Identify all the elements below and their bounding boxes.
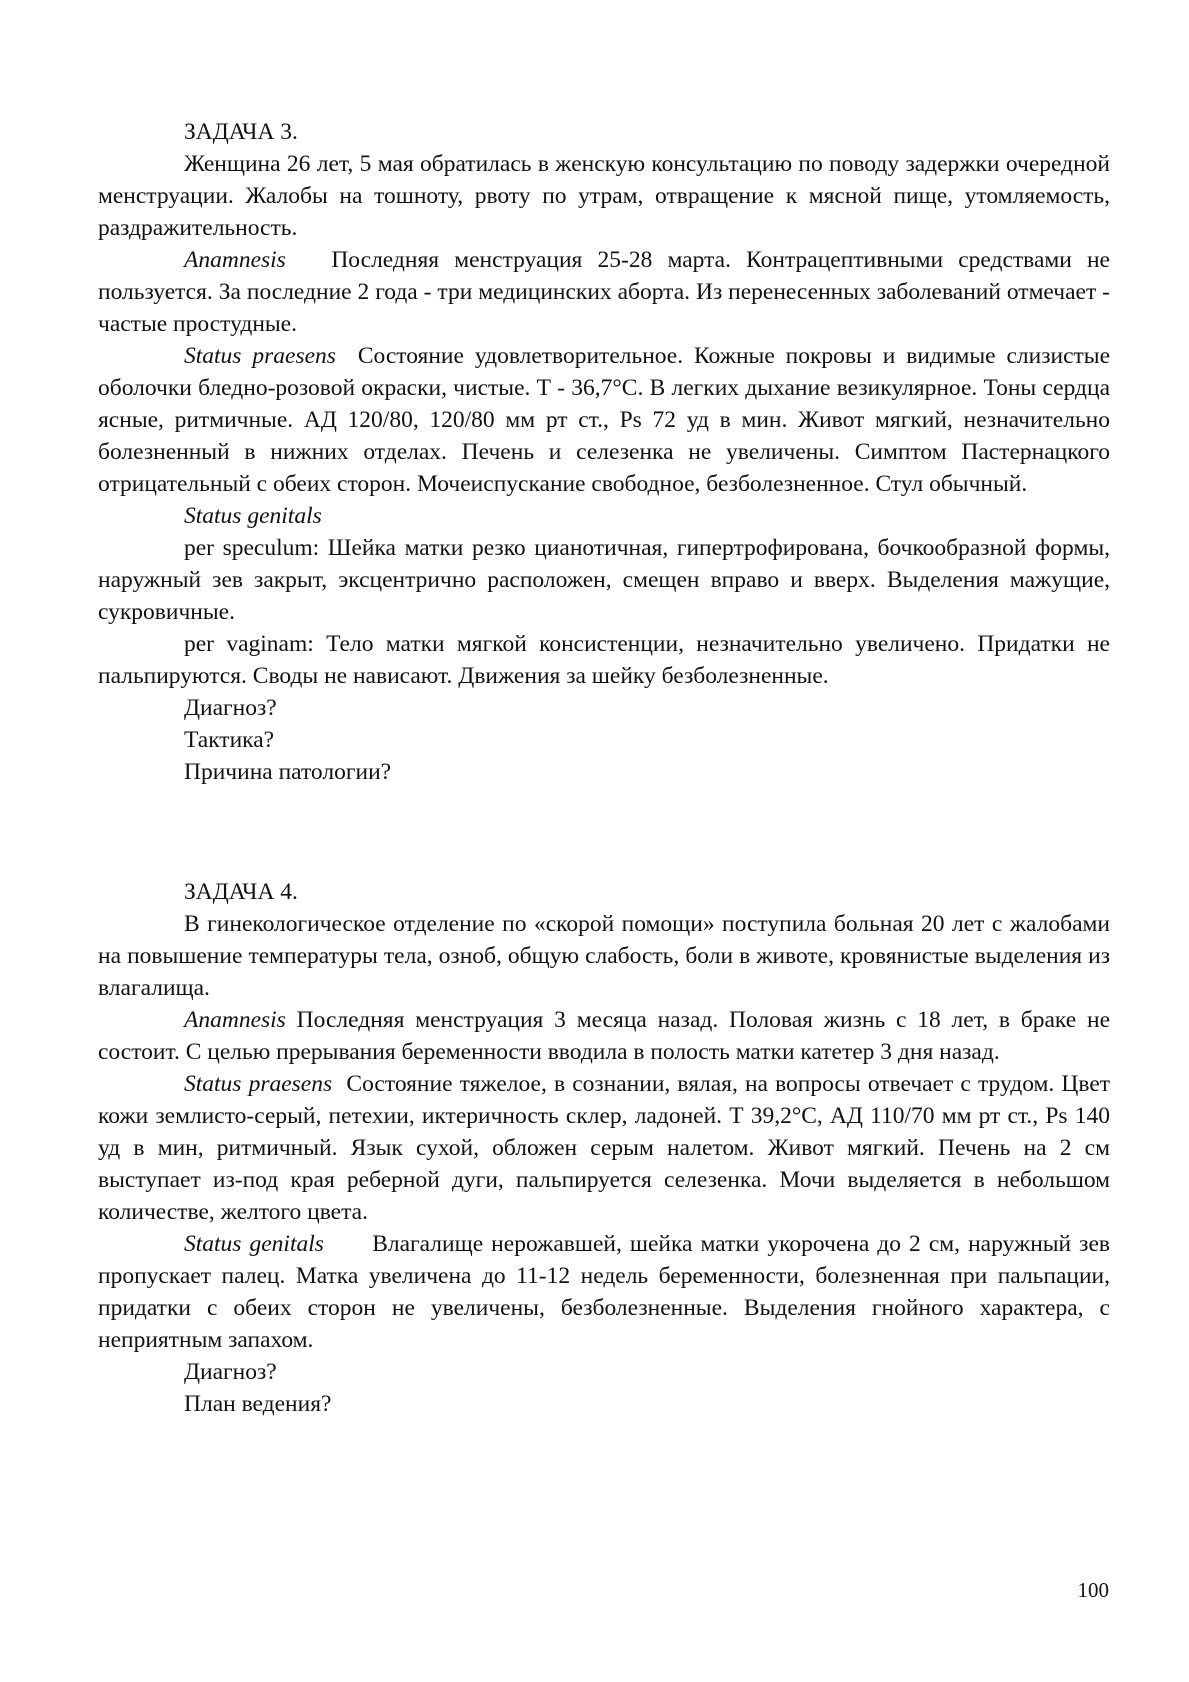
- task-4-status-genitals: [98, 1228, 1110, 1356]
- task-3-status-genitals-heading: [98, 500, 1110, 532]
- question-management-plan: План ведения?: [184, 1391, 332, 1417]
- status-genitals-label: Status genitals: [184, 1231, 324, 1257]
- task-4-title: ЗАДАЧА 4.: [184, 879, 298, 905]
- task-3-per-vaginam: per vaginam: Тело матки мягкой консистенции, незначительно увеличено. Придатки не пальпируются. Своды не нависают. Движения за шейку безболезненные.: [98, 631, 1110, 689]
- status-genitals-text: Влагалище нерожавшей, шейка матки укорочена до 2 см, наружный зев пропускает палец. Матка увеличена до 11-12 недель беременности, болезненная при пальпации, придатки с обеих сторон не увеличены, безболезненные. Выделения гнойного характера, с неприятным запахом.: [98, 1231, 1110, 1353]
- question-tactics: Тактика?: [184, 727, 275, 753]
- task-3-title: ЗАДАЧА 3.: [184, 119, 298, 145]
- status-praesens-text: Состояние тяжелое, в сознании, вялая, на вопросы отвечает с трудом. Цвет кожи землисто-серый, петехии, иктеричность склер, ладоней. Т 39,2°С, АД 110/70 мм рт ст., Ps 140 уд в мин, ритмичный. Язык сухой, обложен серым налетом. Живот мягкий. Печень на 2 см выступает из-под края реберной дуги, пальпируется селезенка. Мочи выделяется в небольшом количестве, желтого цвета.: [98, 1071, 1111, 1225]
- question-diagnosis: Диагноз?: [184, 1359, 277, 1385]
- anamnesis-label: Anamnesis: [184, 1007, 286, 1033]
- anamnesis-text: Последняя менструация 25-28 марта. Контрацептивными средствами не пользуется. За последние 2 года - три медицинских аборта. Из перенесенных заболеваний отмечает - частые простудные.: [98, 247, 1110, 337]
- anamnesis-label: Anamnesis: [184, 247, 286, 273]
- status-praesens-text: Состояние удовлетворительное. Кожные покровы и видимые слизистые оболочки бледно-розовой окраски, чистые. Т - 36,7°С. В легких дыхание везикулярное. Тоны сердца ясные, ритмичные. АД 120/80, 120/80 мм рт ст., Ps 72 уд в мин. Живот мягкий, незначительно болезненный в нижних отделах. Печень и селезенка не увеличены. Симптом Пастернацкого отрицательный с обеих сторон. Мочеиспускание свободное, безболезненное. Стул обычный.: [98, 343, 1110, 497]
- status-praesens-label: Status praesens: [184, 343, 336, 369]
- task-4-anamnesis: [98, 1004, 1110, 1068]
- task-3: [98, 116, 1110, 788]
- task-3-per-speculum: per speculum: Шейка матки резко цианотичная, гипертрофирована, бочкообразной формы, наружный зев закрыт, эксцентрично расположен, смещен вправо и вверх. Выделения мажущие, сукровичные.: [98, 535, 1110, 625]
- section-spacer: [98, 788, 1110, 876]
- task-4-status-praesens: [98, 1068, 1110, 1228]
- question-diagnosis: Диагноз?: [184, 695, 277, 721]
- question-cause: Причина патологии?: [184, 759, 392, 785]
- status-genitals-label: Status genitals: [184, 503, 322, 529]
- task-3-intro: Женщина 26 лет, 5 мая обратилась в женскую консультацию по поводу задержки очередной менструации. Жалобы на тошноту, рвоту по утрам, отвращение к мясной пище, утомляемость, раздражительность.: [98, 151, 1110, 241]
- task-4-intro: В гинекологическое отделение по «скорой помощи» поступила больная 20 лет с жалобами на повышение температуры тела, озноб, общую слабость, боли в животе, кровянистые выделения из влагалища.: [98, 911, 1110, 1001]
- task-3-anamnesis: [98, 244, 1110, 340]
- task-4: [98, 876, 1110, 1420]
- status-praesens-label: Status praesens: [184, 1071, 333, 1097]
- anamnesis-text: Последняя менструация 3 месяца назад. Половая жизнь с 18 лет, в браке не состоит. С целью прерывания беременности вводила в полость матки катетер 3 дня назад.: [98, 1007, 1111, 1065]
- task-3-status-praesens: [98, 340, 1110, 500]
- page-content: [98, 116, 1110, 1420]
- page-number: 100: [1077, 1578, 1109, 1602]
